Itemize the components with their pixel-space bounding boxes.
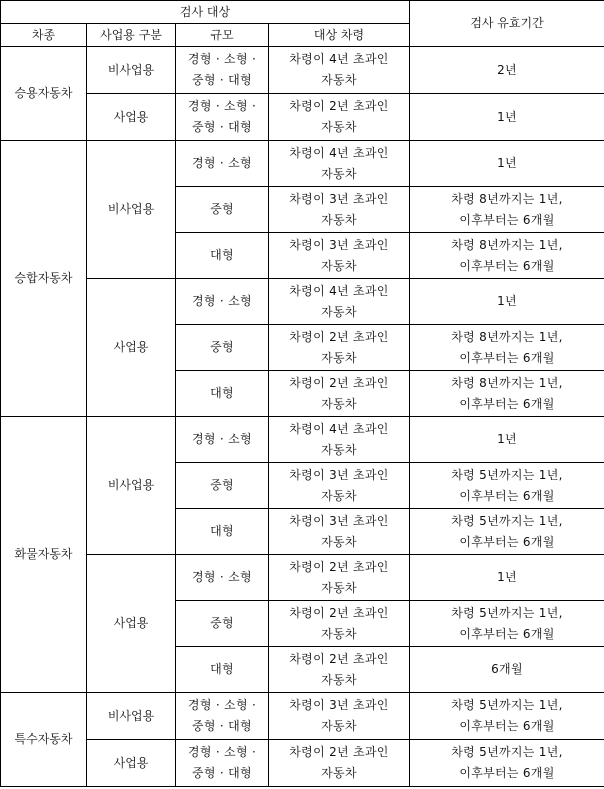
target-age-cell-line: 차령이 4년 초과인 [289, 52, 389, 66]
target-age-cell-line: 차령이 2년 초과인 [289, 605, 389, 620]
header-row-1 [1, 1, 604, 24]
validity-period-cell-line: 차령 5년까지는 1년, [451, 745, 563, 759]
target-age-cell-line: 자동차 [321, 442, 357, 457]
target-age-cell [269, 601, 410, 647]
validity-period-cell-line: 이후부터는 6개월 [459, 626, 555, 641]
target-age-cell-line: 자동차 [321, 73, 357, 87]
business-use-cell: 비사업용 [87, 47, 176, 94]
validity-period-cell-line: 1년 [497, 156, 517, 170]
size-cell [176, 555, 269, 601]
table-row [1, 47, 604, 94]
validity-period-cell [410, 187, 604, 233]
target-age-cell-line: 자동차 [321, 626, 357, 641]
validity-period-cell-line: 이후부터는 6개월 [459, 396, 555, 411]
size-cell-line: 경형 · 소형 · [187, 698, 257, 712]
target-age-cell [269, 647, 410, 693]
header-target-age: 대상 차령 [269, 24, 410, 47]
target-age-cell-line: 자동차 [321, 766, 357, 780]
validity-period-cell-line: 이후부터는 6개월 [459, 534, 555, 549]
size-cell [176, 233, 269, 279]
business-use-cell: 사업용 [87, 94, 176, 141]
size-cell-line: 경형 · 소형 [192, 294, 252, 308]
business-use-cell: 사업용 [87, 279, 176, 417]
target-age-cell-line: 자동차 [321, 350, 357, 365]
validity-period-cell-line: 차령 5년까지는 1년, [451, 605, 563, 620]
size-cell-line: 대형 [210, 248, 234, 262]
size-cell-line: 경형 · 소형 [192, 570, 252, 584]
business-use-cell: 사업용 [87, 555, 176, 693]
header-validity-period: 검사 유효기간 [410, 1, 604, 47]
validity-period-cell [410, 325, 604, 371]
size-cell [176, 279, 269, 325]
target-age-cell-line: 차령이 4년 초과인 [289, 421, 389, 436]
target-age-cell-line: 차령이 3년 초과인 [289, 513, 389, 528]
target-age-cell-line: 차령이 2년 초과인 [289, 651, 389, 666]
target-age-cell-line: 차령이 3년 초과인 [289, 191, 389, 206]
validity-period-cell-line: 차령 8년까지는 1년, [451, 237, 563, 252]
target-age-cell-line: 차령이 2년 초과인 [289, 559, 389, 574]
validity-period-cell [410, 371, 604, 417]
size-cell-line: 중형 · 대형 [192, 73, 252, 87]
size-cell-line: 경형 · 소형 [192, 432, 252, 446]
target-age-cell [269, 325, 410, 371]
size-cell-line: 중형 · 대형 [192, 120, 252, 134]
target-age-cell-line: 자동차 [321, 120, 357, 134]
validity-period-cell-line: 차령 8년까지는 1년, [451, 329, 563, 344]
target-age-cell-line: 차령이 2년 초과인 [289, 329, 389, 344]
target-age-cell-line: 차령이 2년 초과인 [289, 375, 389, 390]
target-age-cell [269, 279, 410, 325]
validity-period-cell-line: 1년 [497, 109, 517, 124]
target-age-cell-line: 자동차 [321, 719, 357, 733]
business-use-cell: 비사업용 [87, 693, 176, 740]
validity-period-cell-line: 1년 [497, 432, 517, 446]
target-age-cell-line: 차령이 4년 초과인 [289, 145, 389, 160]
validity-period-cell-line: 차령 8년까지는 1년, [451, 191, 563, 206]
validity-period-cell-line: 이후부터는 6개월 [459, 488, 555, 503]
vehicle-type-cell: 승용자동차 [1, 47, 87, 141]
business-use-cell: 비사업용 [87, 417, 176, 555]
validity-period-cell-line: 2년 [497, 62, 517, 77]
size-cell [176, 647, 269, 693]
size-cell [176, 325, 269, 371]
vehicle-type-cell: 화물자동차 [1, 417, 87, 693]
size-cell [176, 417, 269, 463]
target-age-cell [269, 371, 410, 417]
target-age-cell [269, 463, 410, 509]
size-cell [176, 693, 269, 740]
target-age-cell [269, 187, 410, 233]
target-age-cell-line: 차령이 4년 초과인 [289, 283, 389, 298]
table-row [1, 740, 604, 787]
size-cell-line: 경형 · 소형 · [187, 52, 257, 66]
table-row [1, 555, 604, 601]
validity-period-cell [410, 601, 604, 647]
vehicle-type-cell: 승합자동차 [1, 141, 87, 417]
target-age-cell [269, 233, 410, 279]
validity-period-cell [410, 47, 604, 94]
header-vehicle-type: 차종 [1, 24, 87, 47]
validity-period-cell [410, 463, 604, 509]
business-use-cell: 비사업용 [87, 141, 176, 279]
target-age-cell [269, 509, 410, 555]
target-age-cell-line: 자동차 [321, 580, 357, 595]
size-cell-line: 경형 · 소형 [192, 156, 252, 170]
target-age-cell-line: 자동차 [321, 166, 357, 181]
size-cell [176, 371, 269, 417]
target-age-cell [269, 47, 410, 94]
table-body [1, 47, 604, 787]
validity-period-cell [410, 141, 604, 187]
header-size: 규모 [176, 24, 269, 47]
validity-period-cell [410, 417, 604, 463]
validity-period-cell [410, 740, 604, 787]
size-cell-line: 중형 [210, 202, 234, 216]
size-cell-line: 중형 · 대형 [192, 719, 252, 733]
validity-period-cell-line: 이후부터는 6개월 [459, 350, 555, 365]
business-use-cell: 사업용 [87, 740, 176, 787]
target-age-cell [269, 693, 410, 740]
size-cell-line: 중형 · 대형 [192, 766, 252, 780]
size-cell-line: 중형 [210, 340, 234, 354]
size-cell [176, 463, 269, 509]
validity-period-cell-line: 차령 8년까지는 1년, [451, 375, 563, 390]
size-cell [176, 740, 269, 787]
target-age-cell-line: 자동차 [321, 396, 357, 411]
table-row [1, 94, 604, 141]
validity-period-cell-line: 차령 5년까지는 1년, [451, 513, 563, 528]
size-cell [176, 601, 269, 647]
validity-period-cell-line: 6개월 [491, 662, 523, 676]
size-cell-line: 중형 [210, 616, 234, 630]
target-age-cell-line: 자동차 [321, 534, 357, 549]
header-business-use: 사업용 구분 [87, 24, 176, 47]
validity-period-cell [410, 555, 604, 601]
validity-period-cell-line: 이후부터는 6개월 [459, 212, 555, 227]
target-age-cell [269, 94, 410, 141]
size-cell-line: 대형 [210, 524, 234, 538]
target-age-cell [269, 417, 410, 463]
table-row [1, 417, 604, 463]
validity-period-cell [410, 509, 604, 555]
target-age-cell-line: 자동차 [321, 488, 357, 503]
target-age-cell [269, 555, 410, 601]
target-age-cell-line: 차령이 3년 초과인 [289, 698, 389, 712]
validity-period-cell-line: 이후부터는 6개월 [459, 258, 555, 273]
table-row [1, 141, 604, 187]
validity-period-cell [410, 647, 604, 693]
target-age-cell-line: 자동차 [321, 304, 357, 319]
table-row [1, 693, 604, 740]
table-row [1, 279, 604, 325]
validity-period-cell-line: 이후부터는 6개월 [459, 719, 555, 733]
target-age-cell-line: 자동차 [321, 258, 357, 273]
size-cell [176, 509, 269, 555]
vehicle-type-cell: 특수자동차 [1, 693, 87, 787]
target-age-cell-line: 차령이 3년 초과인 [289, 237, 389, 252]
validity-period-cell-line: 차령 5년까지는 1년, [451, 698, 563, 712]
target-age-cell-line: 차령이 3년 초과인 [289, 467, 389, 482]
validity-period-cell [410, 233, 604, 279]
target-age-cell [269, 740, 410, 787]
validity-period-cell-line: 1년 [497, 294, 517, 308]
target-age-cell-line: 차령이 2년 초과인 [289, 99, 389, 113]
header-inspection-target: 검사 대상 [1, 1, 410, 24]
validity-period-cell-line: 1년 [497, 570, 517, 584]
size-cell-line: 경형 · 소형 · [187, 99, 257, 113]
size-cell [176, 141, 269, 187]
size-cell-line: 중형 [210, 478, 234, 492]
target-age-cell-line: 자동차 [321, 672, 357, 687]
validity-period-cell [410, 94, 604, 141]
validity-period-cell-line: 이후부터는 6개월 [459, 766, 555, 780]
size-cell [176, 94, 269, 141]
size-cell-line: 경형 · 소형 · [187, 745, 257, 759]
size-cell [176, 47, 269, 94]
target-age-cell [269, 141, 410, 187]
validity-period-cell [410, 693, 604, 740]
target-age-cell-line: 자동차 [321, 212, 357, 227]
validity-period-cell-line: 차령 5년까지는 1년, [451, 467, 563, 482]
size-cell-line: 대형 [210, 386, 234, 400]
target-age-cell-line: 차령이 2년 초과인 [289, 745, 389, 759]
size-cell-line: 대형 [210, 662, 234, 676]
validity-period-cell [410, 279, 604, 325]
size-cell [176, 187, 269, 233]
